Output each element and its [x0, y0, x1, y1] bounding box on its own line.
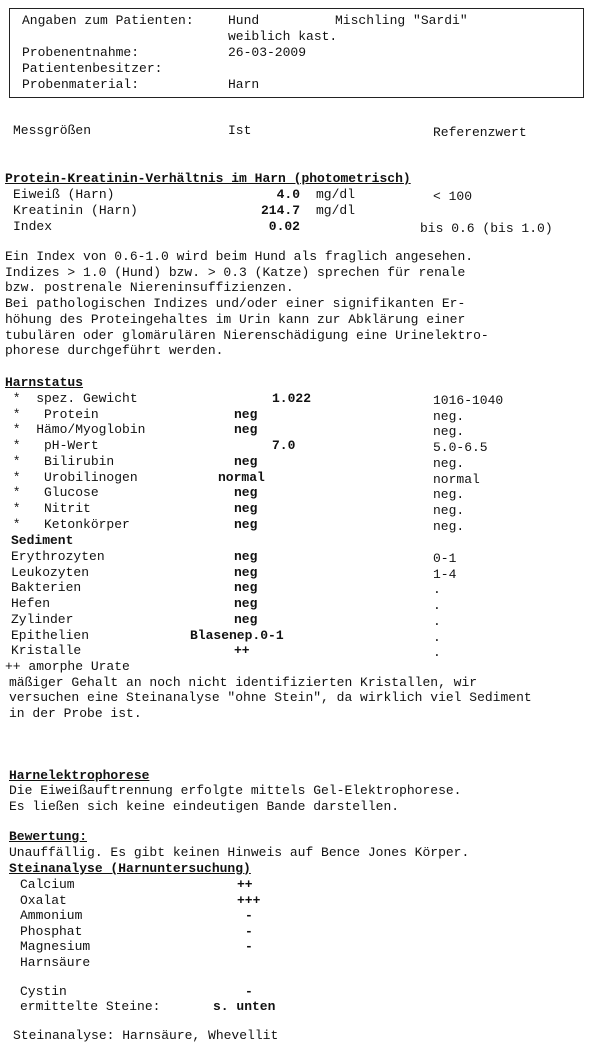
bewertung-text: Unauffällig. Es gibt keinen Hinweis auf Bence Jones Körper. [9, 845, 470, 860]
upc-comment-line: bzw. postrenale Niereninsuffizienzen. [5, 280, 294, 296]
elektrophorese-title: Harnelektrophorese [9, 768, 150, 783]
elektrophorese-line: Die Eiweißauftrennung erfolgte mittels Gel-Elektrophorese. [9, 783, 462, 798]
cystin-value: - [245, 984, 253, 999]
sediment-row-name: Hefen [11, 596, 51, 612]
sampling-date: 26-03-2009 [228, 45, 307, 60]
column-header-reference: Referenzwert [433, 125, 527, 140]
upc-row-unit: mg/dl [316, 187, 356, 202]
steinanalyse-row-name: Harnsäure [20, 954, 91, 970]
harnstatus-row-ref: neg. [433, 424, 465, 440]
harnstatus-row-name: * pH-Wert [5, 438, 99, 454]
patient-species: Hund [228, 13, 260, 28]
harnstatus-row-ref: neg. [433, 408, 465, 424]
elektrophorese-text [9, 783, 461, 814]
harnstatus-row-ref: neg. [433, 455, 465, 471]
steinanalyse-row-value: ++ [237, 877, 253, 892]
harnstatus-row-ref: 1016-1040 [433, 393, 504, 408]
upc-row-unit: mg/dl [316, 203, 356, 218]
steinanalyse-row-name: Magnesium [20, 939, 91, 954]
harnstatus-row-name: * Glucose [5, 485, 99, 501]
sediment-row-name: Erythrozyten [11, 549, 105, 564]
upc-row-value: 4.0 [276, 187, 300, 202]
upc-comment-line: Ein Index von 0.6-1.0 wird beim Hund als fraglich angesehen. [5, 249, 474, 264]
sediment-row-name: Bakterien [11, 580, 82, 596]
patient-sex: weiblich kast. [228, 29, 338, 44]
upc-comment-line: tubulären oder glomärulären Nierenschädigung eine Urinelektro- [5, 327, 489, 343]
sediment-row-value: neg [234, 611, 258, 627]
patient-info-box [9, 8, 584, 98]
upc-comment-line: Indizes > 1.0 (Hund) bzw. > 0.3 (Katze) sprechen für renale [5, 264, 466, 280]
harnstatus-row-value: 1.022 [272, 391, 312, 406]
harnstatus-row-value: 7.0 [272, 438, 296, 454]
sediment-row-ref: . [433, 629, 441, 645]
sediment-row-ref: . [433, 598, 441, 614]
column-header-actual: Ist [228, 123, 252, 138]
steinanalyse-row-name: Oxalat [20, 892, 67, 908]
harnstatus-row-name: * Nitrit [5, 500, 91, 516]
upc-comment-line: Bei pathologischen Indizes und/oder einer signifikanten Er- [5, 296, 466, 312]
sediment-row-value: neg [234, 549, 258, 564]
sediment-row-name: Epithelien [11, 627, 90, 643]
steinanalyse-row-value: - [245, 923, 253, 939]
harnstatus-row-value: neg [234, 422, 258, 438]
harnstatus-row-name: * Protein [5, 406, 99, 422]
harnstatus-row-ref: neg. [433, 518, 465, 534]
steinanalyse-row-name: Phosphat [20, 923, 83, 939]
steinanalyse-row-name: Calcium [20, 877, 75, 892]
sampling-label: Probenentnahme: [22, 45, 140, 60]
sediment-row-value: ++ [234, 643, 250, 659]
upc-comment-line: phorese durchgeführt werden. [5, 343, 224, 359]
patient-info-label: Angaben zum Patienten: [22, 13, 194, 28]
sediment-note-line: versuchen eine Steinanalyse "ohne Stein", da wirklich viel Sediment [9, 690, 532, 706]
steinanalyse-result: Steinanalyse: Harnsäure, Whevellit [13, 1028, 279, 1043]
upc-comment [5, 249, 489, 359]
steinanalyse-row-value: +++ [237, 892, 261, 908]
harnstatus-row-ref: 5.0-6.5 [433, 440, 488, 456]
material-value: Harn [228, 77, 260, 92]
upc-comment-line: höhung des Proteingehaltes im Urin kann zur Abklärung einer [5, 311, 466, 327]
sediment-row-name: Leukozyten [11, 564, 90, 580]
steinanalyse-title: Steinanalyse (Harnuntersuchung) [9, 861, 251, 876]
owner-label: Patientenbesitzer: [22, 61, 163, 76]
sediment-row-ref: . [433, 582, 441, 598]
harnstatus-row-value: normal [218, 469, 265, 485]
cystin-label: Cystin [20, 984, 67, 999]
sediment-row-ref: 0-1 [433, 551, 457, 566]
ermittelte-steine-label: ermittelte Steine: [20, 999, 161, 1014]
sediment-row-value: Blasenep.0-1 [190, 627, 284, 643]
bewertung-title: Bewertung: [9, 829, 88, 844]
upc-row-name: Eiweiß (Harn) [13, 187, 115, 202]
upc-row-ref: bis 0.6 (bis 1.0) [420, 221, 553, 236]
harnstatus-row-name: * Urobilinogen [5, 469, 138, 485]
harnstatus-row-name: * spez. Gewicht [5, 391, 138, 406]
harnstatus-row-value: neg [234, 485, 258, 501]
upc-row-value: 0.02 [268, 219, 300, 234]
harnstatus-row-value: neg [234, 453, 258, 469]
harnstatus-row-name: * Bilirubin [5, 453, 115, 469]
harnstatus-row-ref: normal [433, 471, 480, 487]
sediment-row-name: Zylinder [11, 611, 74, 627]
sediment-row-ref: . [433, 645, 441, 661]
material-label: Probenmaterial: [22, 77, 140, 92]
ermittelte-steine-value: s. unten [213, 999, 276, 1014]
elektrophorese-line: Es ließen sich keine eindeutigen Bande darstellen. [9, 798, 400, 814]
harnstatus-title: Harnstatus [5, 375, 84, 390]
sediment-note-line: mäßiger Gehalt an noch nicht identifizierten Kristallen, wir [9, 674, 478, 690]
upc-row-name: Index [13, 219, 53, 234]
steinanalyse-row-value: - [245, 939, 253, 954]
sediment-note-line: ++ amorphe Urate [5, 659, 130, 674]
upc-row-value: 214.7 [260, 203, 300, 218]
steinanalyse-row-value: - [245, 908, 253, 923]
harnstatus-row-value: neg [234, 516, 258, 532]
sediment-note-line: in der Probe ist. [9, 706, 142, 722]
sediment-row-value: neg [234, 580, 258, 596]
harnstatus-row-value: neg [234, 406, 258, 422]
patient-breed-name: Mischling "Sardi" [335, 13, 468, 28]
sediment-title: Sediment [11, 533, 74, 548]
column-header-measure: Messgrößen [13, 123, 92, 138]
harnstatus-row-name: * Hämo/Myoglobin [5, 422, 146, 438]
sediment-row-name: Kristalle [11, 643, 82, 659]
sediment-note [5, 659, 532, 722]
sediment-row-ref: 1-4 [433, 566, 457, 582]
harnstatus-row-name: * Ketonkörper [5, 516, 130, 532]
upc-row-name: Kreatinin (Harn) [13, 203, 138, 218]
harnstatus-row-ref: neg. [433, 487, 465, 503]
harnstatus-row-value: neg [234, 500, 258, 516]
sediment-row-ref: . [433, 613, 441, 629]
upc-section-title: Protein-Kreatinin-Verhältnis im Harn (photometrisch) [5, 171, 411, 186]
upc-row-ref: < 100 [433, 189, 473, 204]
steinanalyse-row-name: Ammonium [20, 908, 83, 923]
harnstatus-row-ref: neg. [433, 502, 465, 518]
sediment-row-value: neg [234, 596, 258, 612]
sediment-row-value: neg [234, 564, 258, 580]
